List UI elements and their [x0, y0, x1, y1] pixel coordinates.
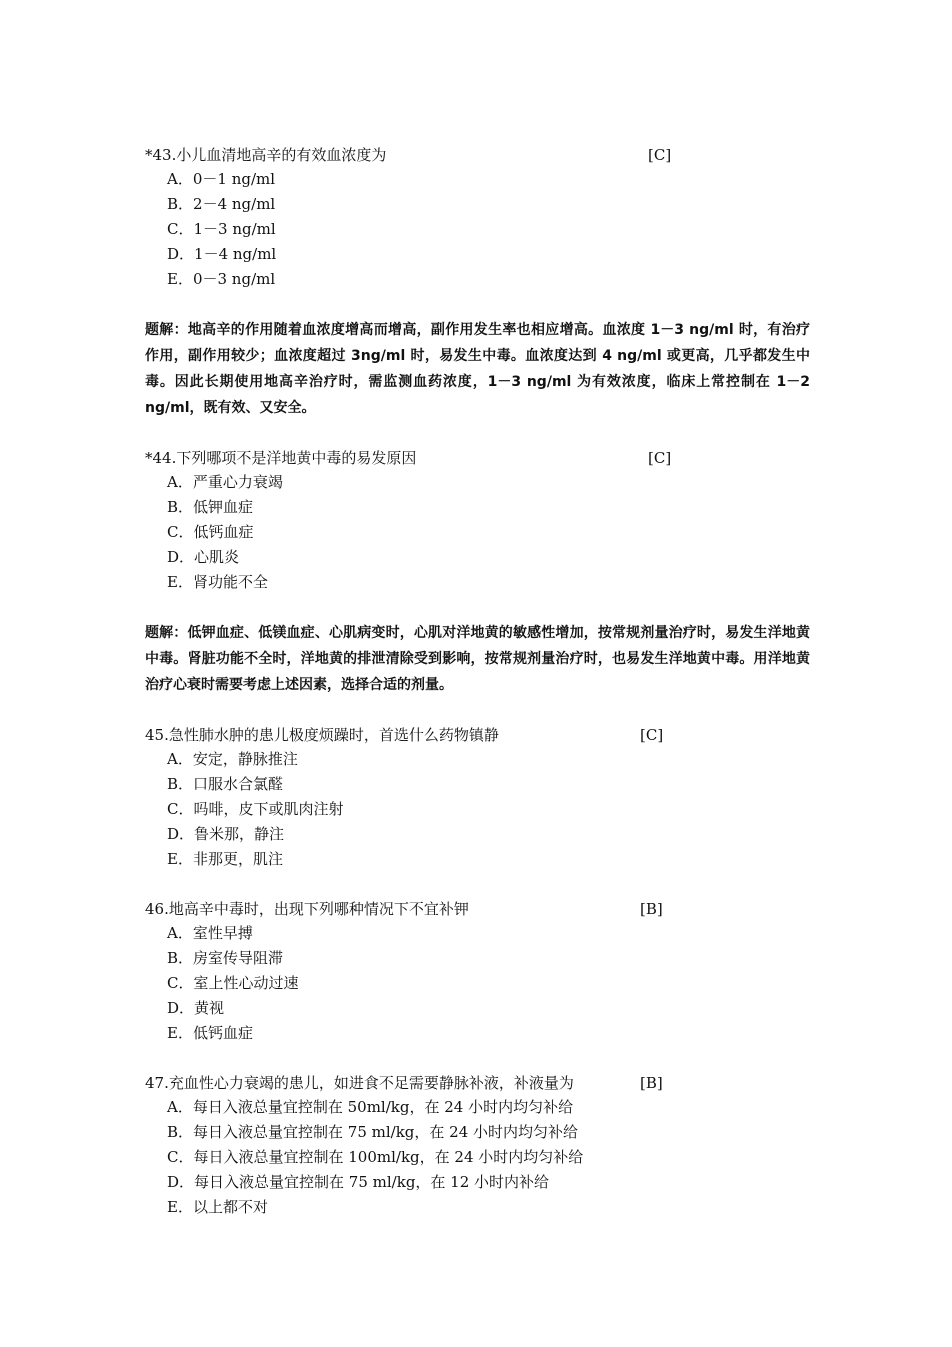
option: C．吗啡，皮下或肌肉注射: [167, 800, 344, 818]
answer-key: [B]: [640, 1074, 663, 1092]
explanation-43: 题解：地高辛的作用随着血浓度增高而增高，副作用发生率也相应增高。血浓度 1－3 ng/ml 时，有治疗作用，副作用较少；血浓度超过 3ng/ml 时，易发生中毒。血浓度达到 4 ng/ml 或更高，几乎都发生中毒。因此长期使用地高辛治疗时，需监测血药浓度，1－3 ng/ml 为有效浓度，临床上常控制在 1－2 ng/ml，既有效、又安全。: [145, 322, 810, 416]
question-46: [145, 897, 815, 1046]
option: D．鲁米那，静注: [167, 825, 285, 843]
option: D．心肌炎: [167, 548, 240, 566]
option: A．室性早搏: [167, 924, 253, 942]
option: B．2－4 ng/ml: [167, 195, 276, 213]
answer-key: [B]: [640, 900, 663, 918]
option: D．1－4 ng/ml: [167, 245, 277, 263]
option: C．每日入液总量宜控制在 100ml/kg，在 24 小时内均匀补给: [167, 1148, 584, 1166]
answer-key: [C]: [648, 449, 672, 467]
option: A．严重心力衰竭: [167, 473, 283, 491]
option: B．房室传导阻滞: [167, 949, 284, 967]
question-45: [145, 723, 815, 872]
question-stem: *43.小儿血清地高辛的有效血浓度为: [145, 146, 387, 164]
answer-key: [C]: [640, 726, 664, 744]
option: D．黄视: [167, 999, 225, 1017]
document-page: [145, 143, 815, 1220]
option: C．低钙血症: [167, 523, 254, 541]
option: C．1－3 ng/ml: [167, 220, 276, 238]
option: E．肾功能不全: [167, 573, 268, 591]
question-44: [145, 446, 815, 595]
option: E．0－3 ng/ml: [167, 270, 276, 288]
question-stem: 47.充血性心力衰竭的患儿，如进食不足需要静脉补液，补液量为: [145, 1074, 574, 1092]
option: B．每日入液总量宜控制在 75 ml/kg，在 24 小时内均匀补给: [167, 1123, 579, 1141]
option: B．低钾血症: [167, 498, 254, 516]
option: B．口服水合氯醛: [167, 775, 284, 793]
option: C．室上性心动过速: [167, 974, 299, 992]
option: E．以上都不对: [167, 1198, 268, 1216]
question-stem: 46.地高辛中毒时，出现下列哪种情况下不宜补钾: [145, 900, 469, 918]
option: A．安定，静脉推注: [167, 750, 298, 768]
option: E．非那更，肌注: [167, 850, 283, 868]
question-stem: *44.下列哪项不是洋地黄中毒的易发原因: [145, 449, 417, 467]
explanation-44: 题解：低钾血症、低镁血症、心肌病变时，心肌对洋地黄的敏感性增加，按常规剂量治疗时，易发生洋地黄中毒。肾脏功能不全时，洋地黄的排泄清除受到影响，按常规剂量治疗时，也易发生洋地黄中毒。用洋地黄治疗心衰时需要考虑上述因素，选择合适的剂量。: [145, 625, 810, 693]
option: A．0－1 ng/ml: [167, 170, 276, 188]
question-43: [145, 143, 815, 292]
option: D．每日入液总量宜控制在 75 ml/kg，在 12 小时内补给: [167, 1173, 550, 1191]
option: A．每日入液总量宜控制在 50ml/kg，在 24 小时内均匀补给: [167, 1098, 574, 1116]
question-stem: 45.急性肺水肿的患儿极度烦躁时，首选什么药物镇静: [145, 726, 499, 744]
option: E．低钙血症: [167, 1024, 253, 1042]
answer-key: [C]: [648, 146, 672, 164]
question-47: [145, 1071, 815, 1220]
